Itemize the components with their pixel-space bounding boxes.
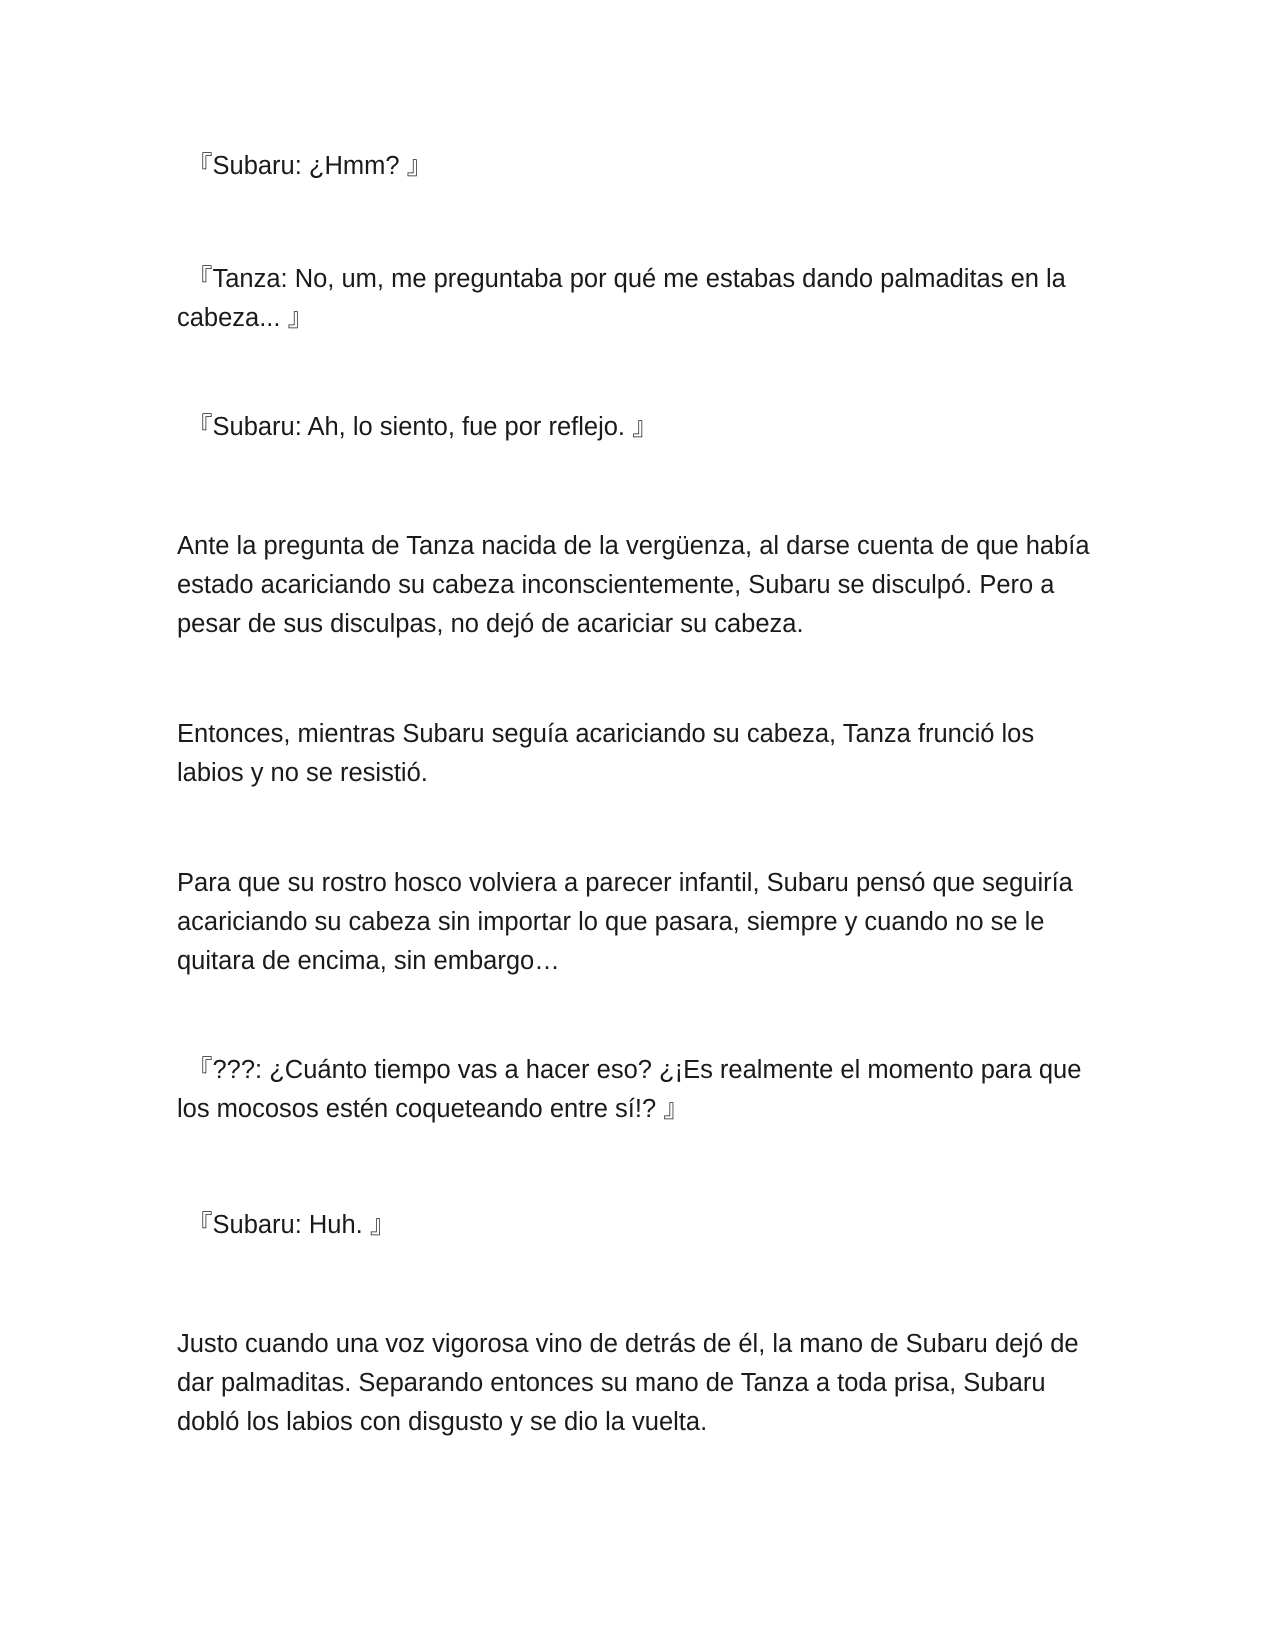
dialogue-subaru-apology: 『Subaru: Ah, lo siento, fue por reflejo. 』 bbox=[187, 413, 658, 441]
narration-paragraph-1: Ante la pregunta de Tanza nacida de la vergüenza, al darse cuenta de que había estado acariciando su cabeza inconscientemente, Subaru se disculpó. Pero a pesar de sus disculpas, no dejó de acariciar su cabeza. bbox=[177, 532, 1090, 638]
narration-paragraph-4: Justo cuando una voz vigorosa vino de detrás de él, la mano de Subaru dejó de dar palmaditas. Separando entonces su mano de Tanza a toda prisa, Subaru dobló los labios con disgusto y se dio la vuelta. bbox=[177, 1330, 1079, 1436]
narration-paragraph-3: Para que su rostro hosco volviera a parecer infantil, Subaru pensó que seguiría acariciando su cabeza sin importar lo que pasara, siempre y cuando no se le quitara de encima, sin embargo… bbox=[177, 869, 1073, 975]
dialogue-subaru-hmm: 『Subaru: ¿Hmm? 』 bbox=[187, 152, 433, 180]
dialogue-unknown-voice: 『???: ¿Cuánto tiempo vas a hacer eso? ¿¡Es realmente el momento para que los mocosos estén coqueteando entre sí!? 』 bbox=[177, 1056, 1082, 1123]
narration-paragraph-2: Entonces, mientras Subaru seguía acariciando su cabeza, Tanza frunció los labios y no se resistió. bbox=[177, 720, 1035, 787]
dialogue-subaru-huh: 『Subaru: Huh. 』 bbox=[187, 1211, 396, 1239]
dialogue-tanza-question: 『Tanza: No, um, me preguntaba por qué me estabas dando palmaditas en la cabeza... 』 bbox=[177, 265, 1066, 332]
